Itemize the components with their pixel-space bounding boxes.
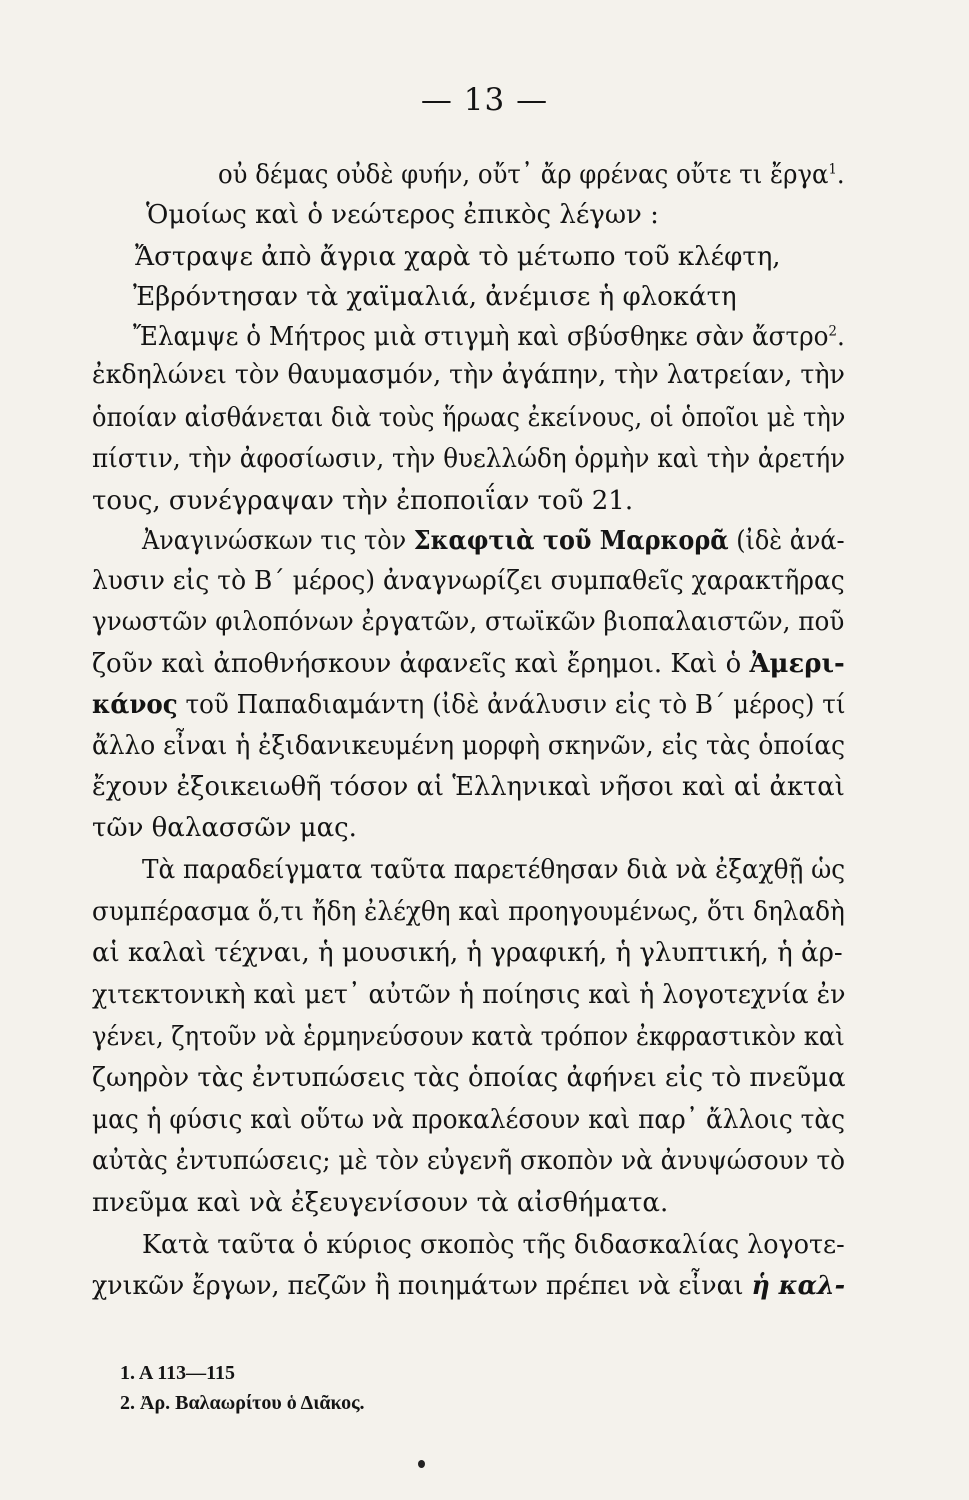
para4-text-a: χνικῶν ἔργων, πεζῶν ἢ ποιημάτων πρέπει νὰ εἶναι <box>92 1271 752 1301</box>
para1-line-3: πίστιν, τὴν ἀφοσίωσιν, τὴν θυελλώδη ὁρμὴν καὶ τὴν ἀρετήν <box>92 444 846 474</box>
para1-line-4: τους, συνέγραψαν τὴν ἐποποιΐαν τοῦ 21. <box>92 486 634 516</box>
intro-line: Ὁμοίως καὶ ὁ νεώτερος ἐπικὸς λέγων : <box>146 200 659 230</box>
footnote-ref-2: 2 <box>828 323 837 340</box>
para2-text-d: τοῦ Παπαδιαμάντη (ἰδὲ ἀνάλυσιν εἰς τὸ Β΄ μέρος) τί <box>177 690 846 720</box>
para3-line-8: αὐτὰς ἐντυπώσεις; μὲ τὸν εὐγενῆ σκοπὸν νὰ ἀνυψώσουν τὸ <box>92 1146 846 1176</box>
para2-line-7: ἔχουν ἐξοικειωθῆ τόσον αἱ Ἑλληνικαὶ νῆσοι καὶ αἱ ἀκταὶ <box>92 772 845 802</box>
para3-line-4: χιτεκτονικὴ καὶ μετ᾽ αὐτῶν ἡ ποίησις καὶ ἡ λογοτεχνία ἐν <box>92 980 846 1010</box>
para2-line-4 <box>92 649 845 679</box>
book-title-amerikanos-a: Ἀμερι- <box>749 649 845 679</box>
para2-text-b: (ἰδὲ ἀνά- <box>728 526 845 556</box>
para3-line-1: Τὰ παραδείγματα ταῦτα παρετέθησαν διὰ νὰ ἐξαχθῇ ὡς <box>142 855 846 885</box>
poem-line-2: Ἐβρόντησαν τὰ χαϊμαλιά, ἀνέμισε ἡ φλοκάτη <box>133 282 737 312</box>
para1-line-2: ὁποίαν αἰσθάνεται διὰ τοὺς ἥρωας ἐκείνους, οἱ ὁποῖοι μὲ τὴν <box>92 403 846 433</box>
para3-line-7: μας ἡ φύσις καὶ οὕτω νὰ προκαλέσουν καὶ παρ᾽ ἄλλοις τὰς <box>92 1105 846 1135</box>
para4-line-1: Κατὰ ταῦτα ὁ κύριος σκοπὸς τῆς διδασκαλίας λογοτε- <box>142 1230 845 1260</box>
poem-line-3 <box>133 324 845 350</box>
para2-line-8: τῶν θαλασσῶν μας. <box>92 813 357 843</box>
ink-speck <box>418 1460 425 1468</box>
para4-emphasis: ἡ καλ- <box>751 1271 846 1301</box>
para2-line-1 <box>142 526 845 556</box>
para2-line-5 <box>92 690 846 720</box>
para3-line-9: πνεῦμα καὶ νὰ ἐξευγενίσουν τὰ αἰσθήματα. <box>92 1188 669 1218</box>
book-title-skaftias: Σκαφτιὰ τοῦ Μαρκορᾶ <box>413 526 729 556</box>
para2-line-2: λυσιν εἰς τὸ Β΄ μέρος) ἀναγνωρίζει συμπαθεῖς χαρακτῆρας <box>92 566 845 596</box>
para1-line-1: ἐκδηλώνει τὸν θαυμασμόν, τὴν ἀγάπην, τὴν λατρείαν, τὴν <box>92 360 845 390</box>
para3-line-3: αἱ καλαὶ τέχναι, ἡ μουσική, ἡ γραφική, ἡ γλυπτική, ἡ ἀρ- <box>92 938 843 968</box>
poem-tail: . <box>836 322 845 352</box>
para2-text-a: Ἀναγινώσκων τις τὸν <box>142 526 414 556</box>
footnote-1: 1. Α 113—115 <box>120 1362 236 1384</box>
para2-line-3: γνωστῶν φιλοπόνων ἐργατῶν, στωϊκῶν βιοπαλαιστῶν, ποῦ <box>92 607 845 637</box>
book-title-amerikanos-b: κάνος <box>92 690 178 720</box>
poem-line-1: Ἄστραψε ἀπὸ ἄγρια χαρὰ τὸ μέτωπο τοῦ κλέφτη, <box>135 242 781 272</box>
quote-tail: . <box>836 160 845 190</box>
footnote-2: 2. Ἀρ. Βαλαωρίτου ὁ Διᾶκος. <box>120 1392 365 1414</box>
poem-line-3-text: Ἔλαμψε ὁ Μήτρος μιὰ στιγμὴ καὶ σβύσθηκε σὰν ἄστρο <box>133 322 829 352</box>
quote-text: οὐ δέμας οὐδὲ φυήν, οὔτ᾽ ἄρ φρένας οὔτε τι ἔργα <box>218 160 829 190</box>
footnote-ref-1: 1 <box>828 161 837 178</box>
para2-line-6: ἄλλο εἶναι ἡ ἐξιδανικευμένη μορφὴ σκηνῶν, εἰς τὰς ὁποίας <box>92 731 846 761</box>
quote-line <box>218 162 845 188</box>
para3-line-2: συμπέρασμα ὅ,τι ἤδη ἐλέχθη καὶ προηγουμένως, ὅτι δηλαδὴ <box>92 897 845 927</box>
para4-line-2 <box>92 1271 846 1301</box>
para3-line-5: γένει, ζητοῦν νὰ ἑρμηνεύσουν κατὰ τρόπον ἐκφραστικὸν καὶ <box>92 1022 845 1052</box>
para2-text-c: ζοῦν καὶ ἀποθνήσκουν ἀφανεῖς καὶ ἔρημοι. Καὶ ὁ <box>92 649 750 679</box>
para3-line-6: ζωηρὸν τὰς ἐντυπώσεις τὰς ὁποίας ἀφήνει εἰς τὸ πνεῦμα <box>92 1063 846 1093</box>
page-number: — 13 — <box>420 82 549 118</box>
